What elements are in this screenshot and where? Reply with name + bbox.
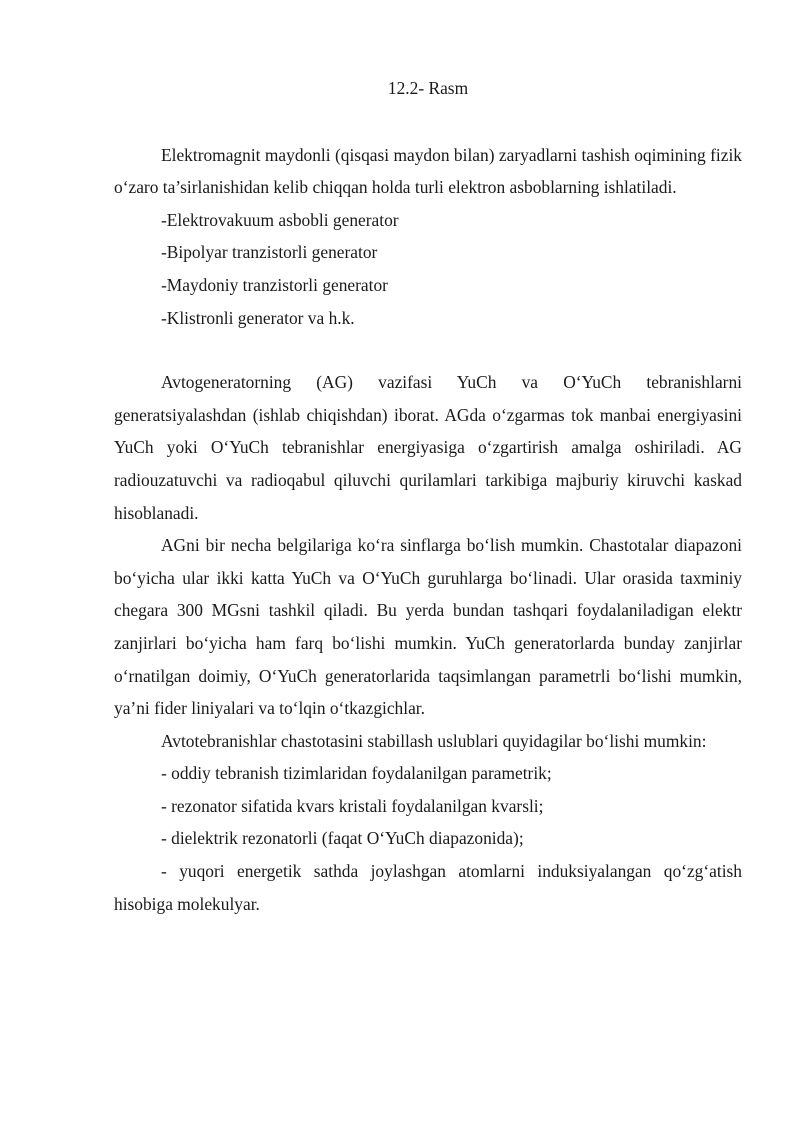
list-item: -Maydoniy tranzistorli generator bbox=[161, 274, 388, 295]
list-item: - yuqori energetik sathda joylashgan atomlarni induksiyalangan qo‘zg‘atish hisobiga molekulyar. bbox=[114, 861, 742, 914]
body-paragraph: Avtotebranishlar chastotasini stabillash uslublari quyidagilar bo‘lishi mumkin: bbox=[161, 730, 707, 751]
figure-caption: 12.2- Rasm bbox=[387, 78, 469, 98]
list-item: -Elektrovakuum asbobli generator bbox=[161, 209, 399, 230]
paragraph-spacer bbox=[114, 334, 742, 366]
list-item: -Klistronli generator va h.k. bbox=[161, 307, 355, 328]
list-item: - oddiy tebranish tizimlaridan foydalanilgan parametrik; bbox=[161, 763, 552, 784]
list-item: - dielektrik rezonatorli (faqat O‘YuCh diapazonida); bbox=[161, 828, 524, 849]
body-paragraph: AGni bir necha belgilariga ko‘ra sinflarga bo‘lish mumkin. Chastotalar diapazoni bo‘yicha ular ikki katta YuCh va O‘YuCh guruhlarga bo‘linadi. Ular orasida taxminiy chegara 300 MGsni tashkil qiladi. Bu yerda bundan tashqari foydalaniladigan elektr zanjirlari bo‘yicha ham farq bo‘lishi mumkin. YuCh generatorlarda bunday zanjirlar o‘rnatilgan doimiy, O‘YuCh generatorlarida taqsimlangan parametrli bo‘lishi mumkin, ya’ni fider liniyalari va to‘lqin o‘tkazgichlar. bbox=[114, 535, 742, 719]
list-item: -Bipolyar tranzistorli generator bbox=[161, 242, 378, 263]
intro-paragraph: Elektromagnit maydonli (qisqasi maydon bilan) zaryadlarni tashish oqimining fizik o‘zaro ta’sirlanishidan kelib chiqqan holda turli elektron asboblarning ishlatiladi. bbox=[114, 144, 742, 198]
document-page bbox=[114, 72, 742, 920]
list-item: - rezonator sifatida kvars kristali foydalanilgan kvarsli; bbox=[161, 795, 544, 816]
body-paragraph: Avtogeneratorning (AG) vazifasi YuCh va O‘YuCh tebranishlarni generatsiyalashdan (ishlab chiqishdan) iborat. AGda o‘zgarmas tok manbai energiyasini YuCh yoki O‘YuCh tebranishlar energiyasiga o‘zgartirish amalga oshiriladi. AG radiouzatuvchi va radioqabul qiluvchi qurilamlari tarkibiga majburiy kiruvchi kaskad hisoblanadi. bbox=[114, 372, 742, 523]
